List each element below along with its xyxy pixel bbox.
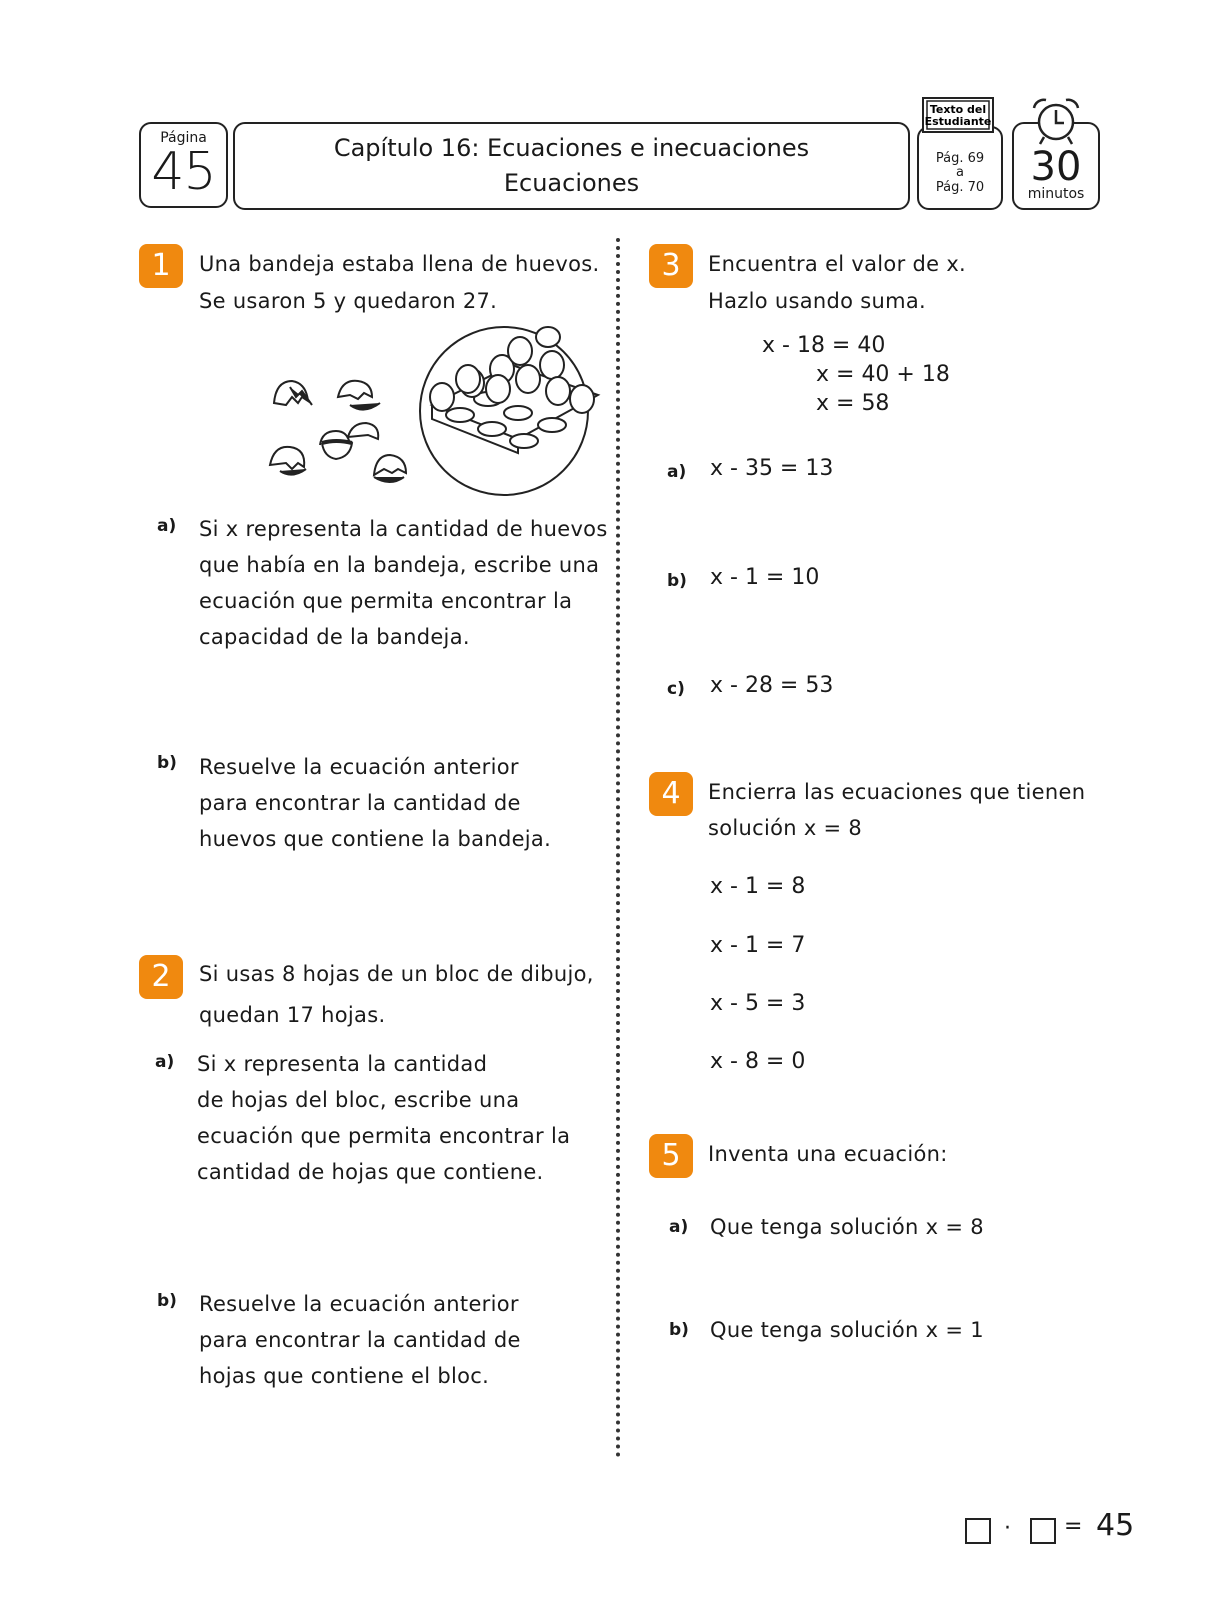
q3-b-label: b) xyxy=(667,571,687,591)
answer-box-1[interactable] xyxy=(965,1518,991,1544)
q4-equation-3[interactable]: x - 5 = 3 xyxy=(710,991,806,1016)
q1-b-label: b) xyxy=(157,753,177,773)
q5-line1: Inventa una ecuación: xyxy=(708,1142,948,1166)
q1-a-line3: ecuación que permita encontrar la xyxy=(199,589,573,613)
q1-line2: Se usaron 5 y quedaron 27. xyxy=(199,289,498,313)
page-number-box xyxy=(139,122,228,208)
question-2-badge: 2 xyxy=(139,955,183,999)
q4-line1: Encierra las ecuaciones que tienen xyxy=(708,780,1086,804)
column-divider xyxy=(616,238,620,1458)
q3-example-line1: x - 18 = 40 xyxy=(762,333,886,358)
chapter-title-box xyxy=(233,122,910,210)
eggs-illustration xyxy=(262,325,610,507)
q1-a-line2: que había en la bandeja, escribe una xyxy=(199,553,600,577)
question-4-badge: 4 xyxy=(649,772,693,816)
q5-a-text: Que tenga solución x = 8 xyxy=(710,1215,984,1239)
q2-b-line2: para encontrar la cantidad de xyxy=(199,1328,521,1352)
q1-b-line2: para encontrar la cantidad de xyxy=(199,791,521,815)
page-label: Página xyxy=(160,130,207,146)
footer-dot: · xyxy=(1004,1516,1011,1541)
footer-result: 45 xyxy=(1096,1508,1135,1543)
page-number: 45 xyxy=(151,142,216,202)
q4-equation-4[interactable]: x - 8 = 0 xyxy=(710,1049,806,1074)
q1-b-line1: Resuelve la ecuación anterior xyxy=(199,755,519,779)
question-3-badge: 3 xyxy=(649,244,693,288)
textbook-pages-box xyxy=(917,126,1003,210)
q3-a-label: a) xyxy=(667,462,687,482)
q3-c-equation: x - 28 = 53 xyxy=(710,673,834,698)
q2-a-line2: de hojas del bloc, escribe una xyxy=(197,1088,520,1112)
q5-b-text: Que tenga solución x = 1 xyxy=(710,1318,984,1342)
q2-a-label: a) xyxy=(155,1052,175,1072)
q2-b-line3: hojas que contiene el bloc. xyxy=(199,1364,490,1388)
q2-a-line4: cantidad de hojas que contiene. xyxy=(197,1160,544,1184)
time-value: 30 xyxy=(1030,144,1082,190)
q3-line2: Hazlo usando suma. xyxy=(708,289,926,313)
q3-line1: Encuentra el valor de x. xyxy=(708,252,967,276)
q4-equation-1[interactable]: x - 1 = 8 xyxy=(710,874,806,899)
footer-equals: = xyxy=(1064,1514,1083,1539)
q2-b-line1: Resuelve la ecuación anterior xyxy=(199,1292,519,1316)
pages-to: Pág. 70 xyxy=(935,180,985,195)
q3-example-line2: x = 40 + 18 xyxy=(816,362,950,387)
question-5-badge: 5 xyxy=(649,1134,693,1178)
q2-line1: Si usas 8 hojas de un bloc de dibujo, xyxy=(199,962,594,986)
q1-a-label: a) xyxy=(157,516,177,536)
q4-line2: solución x = 8 xyxy=(708,816,863,840)
pages-from: Pág. 69 xyxy=(935,151,985,166)
q1-b-line3: huevos que contiene la bandeja. xyxy=(199,827,552,851)
q3-c-label: c) xyxy=(667,679,685,699)
q2-a-line3: ecuación que permita encontrar la xyxy=(197,1124,571,1148)
book-label-line1: Texto del xyxy=(929,103,987,116)
q2-line2: quedan 17 hojas. xyxy=(199,1003,386,1027)
book-label-line2: Estudiante xyxy=(924,115,992,128)
q2-b-label: b) xyxy=(157,1291,177,1311)
q1-a-line4: capacidad de la bandeja. xyxy=(199,625,470,649)
question-1-badge: 1 xyxy=(139,244,183,288)
book-icon xyxy=(921,96,995,134)
pages-sep: a xyxy=(956,165,964,180)
answer-box-2[interactable] xyxy=(1030,1518,1056,1544)
q3-b-equation: x - 1 = 10 xyxy=(710,565,820,590)
alarm-clock-icon xyxy=(1030,96,1082,146)
time-unit: minutos xyxy=(1027,186,1085,202)
section-title: Ecuaciones xyxy=(503,169,640,197)
q1-line1: Una bandeja estaba llena de huevos. xyxy=(199,252,600,276)
chapter-title: Capítulo 16: Ecuaciones e inecuaciones xyxy=(333,134,810,162)
q4-equation-2[interactable]: x - 1 = 7 xyxy=(710,933,806,958)
q5-b-label: b) xyxy=(669,1320,689,1340)
q2-a-line1: Si x representa la cantidad xyxy=(197,1052,488,1076)
q3-a-equation: x - 35 = 13 xyxy=(710,456,834,481)
q5-a-label: a) xyxy=(669,1217,689,1237)
q1-a-line1: Si x representa la cantidad de huevos xyxy=(199,517,608,541)
q3-example-line3: x = 58 xyxy=(816,391,890,416)
